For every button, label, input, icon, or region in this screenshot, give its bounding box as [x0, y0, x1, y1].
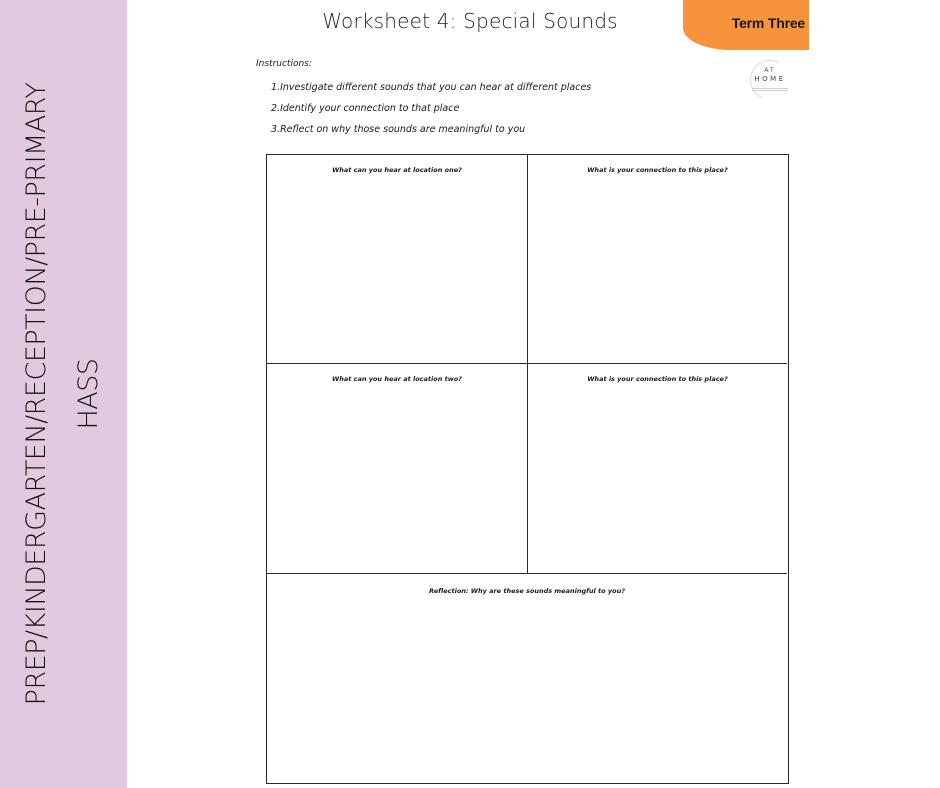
cell-reflection[interactable]	[267, 574, 787, 782]
side-label-line1: PREP/KINDERGARTEN/RECEPTION/PRE-PRIMARY	[21, 82, 52, 706]
side-label-line2: HASS	[73, 358, 104, 430]
instruction-item: 1.Investigate different sounds that you can hear at different places	[271, 82, 592, 93]
cell-connection-one[interactable]	[528, 155, 787, 364]
term-label: Term Three	[731, 15, 805, 31]
side-band	[0, 0, 127, 788]
cell-location-two[interactable]	[267, 364, 528, 574]
cell-prompt: What can you hear at location one?	[332, 166, 462, 174]
cell-connection-two[interactable]	[528, 364, 787, 574]
cell-location-one[interactable]	[267, 155, 528, 364]
instructions-heading: Instructions:	[256, 59, 312, 69]
cell-prompt: What is your connection to this place?	[587, 166, 728, 174]
logo-tagline-lines	[752, 87, 788, 93]
logo-line1: AT	[764, 67, 776, 74]
at-home-logo-icon	[742, 58, 798, 102]
instruction-item: 3.Reflect on why those sounds are meaningful to you	[271, 124, 526, 135]
side-vertical-label	[11, 14, 115, 774]
worksheet-title: Worksheet 4: Special Sounds	[322, 9, 618, 33]
worksheet-grid	[266, 154, 789, 784]
instructions-list	[271, 77, 591, 140]
term-tab	[683, 0, 809, 50]
cell-prompt: Reflection: Why are these sounds meaningful to you?	[429, 587, 625, 595]
cell-prompt: What is your connection to this place?	[587, 375, 728, 383]
instruction-item: 2.Identify your connection to that place	[271, 103, 460, 114]
cell-prompt: What can you hear at location two?	[332, 375, 462, 383]
instructions-block	[256, 58, 591, 140]
logo-line2: HOME	[754, 75, 786, 83]
